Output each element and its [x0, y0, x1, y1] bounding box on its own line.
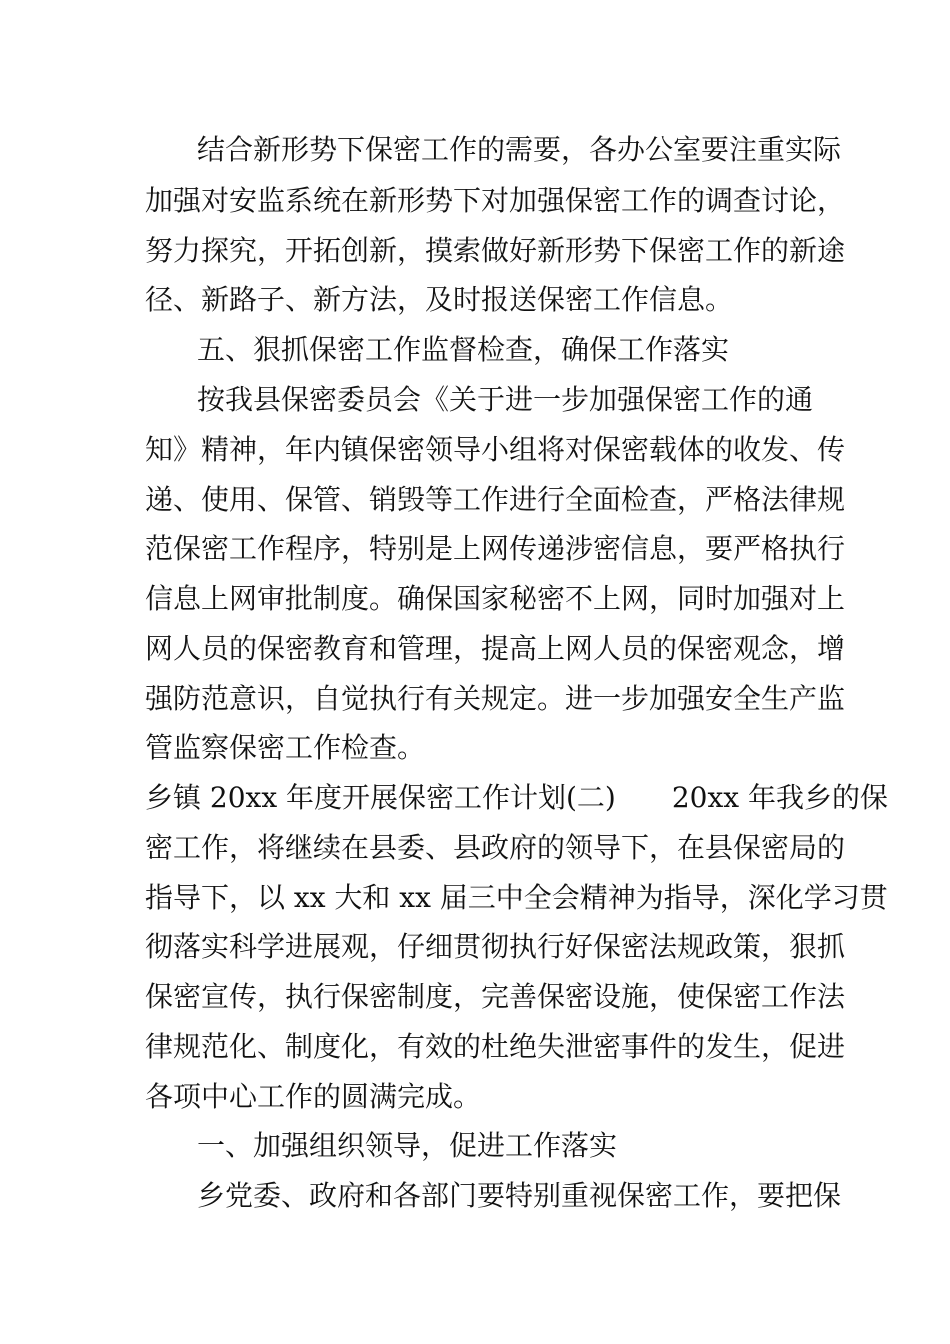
- paragraph-line: 乡党委、政府和各部门要特别重视保密工作，要把保: [197, 1179, 842, 1212]
- paragraph-line: 按我县保密委员会《关于进一步加强保密工作的通: [197, 383, 814, 416]
- paragraph-line: 结合新形势下保密工作的需要，各办公室要注重实际: [197, 133, 842, 166]
- paragraph-line: 密工作，将继续在县委、县政府的领导下，在县保密局的: [145, 831, 846, 864]
- document-title-line: 乡镇 20xx 年度开展保密工作计划(二) 20xx 年我乡的保: [145, 781, 888, 814]
- paragraph-line: 强防范意识，自觉执行有关规定。进一步加强安全生产监: [145, 682, 846, 715]
- paragraph-line: 各项中心工作的圆满完成。: [145, 1080, 482, 1113]
- paragraph-line: 保密宣传，执行保密制度，完善保密设施，使保密工作法: [145, 980, 846, 1013]
- paragraph-line: 信息上网审批制度。确保国家秘密不上网，同时加强对上: [145, 582, 846, 615]
- paragraph-line: 指导下，以 xx 大和 xx 届三中全会精神为指导，深化学习贯: [145, 881, 888, 914]
- paragraph-line: 管监察保密工作检查。: [145, 731, 426, 764]
- section-heading: 一、加强组织领导，促进工作落实: [197, 1129, 618, 1162]
- paragraph-line: 彻落实科学进展观，仔细贯彻执行好保密法规政策，狠抓: [145, 930, 846, 963]
- paragraph-line: 递、使用、保管、销毁等工作进行全面检查，严格法律规: [145, 483, 846, 516]
- section-heading: 五、狠抓保密工作监督检查，确保工作落实: [197, 333, 730, 366]
- paragraph-line: 知》精神，年内镇保密领导小组将对保密载体的收发、传: [145, 433, 846, 466]
- paragraph-line: 加强对安监系统在新形势下对加强保密工作的调查讨论，: [145, 184, 846, 217]
- paragraph-line: 径、新路子、新方法，及时报送保密工作信息。: [145, 283, 734, 316]
- paragraph-line: 努力探究，开拓创新，摸索做好新形势下保密工作的新途: [145, 234, 846, 267]
- paragraph-line: 网人员的保密教育和管理，提高上网人员的保密观念，增: [145, 632, 846, 665]
- paragraph-line: 范保密工作程序，特别是上网传递涉密信息，要严格执行: [145, 532, 846, 565]
- paragraph-line: 律规范化、制度化，有效的杜绝失泄密事件的发生，促进: [145, 1030, 846, 1063]
